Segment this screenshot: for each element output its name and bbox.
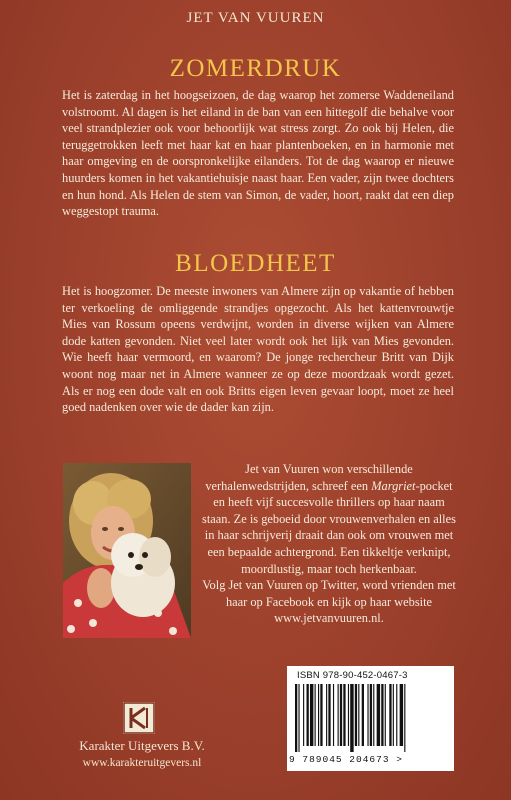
barcode-bar <box>358 684 359 746</box>
barcode-bar <box>326 684 327 746</box>
barcode-bar <box>355 684 357 746</box>
barcode-bar <box>318 684 319 746</box>
barcode-bar <box>348 684 349 746</box>
barcode-bar <box>396 684 397 746</box>
bio-paragraph <box>201 461 457 577</box>
barcode-bar <box>340 684 342 746</box>
barcode-bar <box>310 684 313 746</box>
book-title-bloedheet: BLOEDHEET <box>175 250 336 277</box>
barcode-bar <box>393 684 394 746</box>
isbn-barcode <box>287 666 454 771</box>
publisher-website: www.karakteruitgevers.nl <box>82 757 202 769</box>
barcode-bar <box>362 684 364 746</box>
barcode-bar <box>385 684 386 746</box>
bio-text-2: -pocket en heeft vijf succesvolle thrillers op haar naam staan. Ze is geboeid door vrouwenverhalen en alles in haar schrijverij draait dan ook om vrouwen met een bepaalde achtergrond. Een tikkeltje verknipt, moordlustig, maar toch herkenbaar. <box>202 478 456 576</box>
barcode-bar <box>320 684 322 746</box>
blurb-zomerdruk: Het is zaterdag in het hoogseizoen, de dag waarop het zomerse Waddeneiland volstroomt. Al dagen is het eiland in de ban van een hittegolf die behalve voor veel strandplezier ook voor behoorlijk wat stress zorgt. Zo ook bij Helen, die teruggetrokken leeft met haar kat en haar plantenboeken, en in harmonie met haar omgeving en de oorspronkelijke eilanders. Tot de dag waarop er nieuwe huurders komen in het vakantiehuisje naast haar. Een vader, zijn twee dochters en hun hond. Als Helen de stem van Simon, de vader, hoort, raakt dat een diep weggestopt trauma. <box>62 88 454 219</box>
barcode-bar <box>298 684 299 752</box>
barcode-bar <box>350 684 353 752</box>
barcode-bar <box>303 684 304 746</box>
publisher-name: Karakter Uitgevers B.V. <box>79 738 205 753</box>
barcode-bar <box>373 684 374 746</box>
barcode-bar <box>377 684 380 746</box>
barcode-digits: 9 789045 204673 > <box>289 754 403 765</box>
author-bio <box>201 461 457 627</box>
barcode-bar <box>338 684 339 746</box>
author-photo <box>63 463 191 638</box>
author-name: JET VAN VUUREN <box>186 10 325 26</box>
barcode-bars <box>293 684 448 752</box>
publisher-logo-icon <box>123 702 155 734</box>
barcode-bar <box>400 684 403 746</box>
barcode-bar <box>315 684 316 746</box>
bio-italic-margriet: Margriet <box>371 478 416 493</box>
barcode-bar <box>328 684 330 746</box>
bio-text-1: Jet van Vuuren won verschillende verhalenwedstrijden, schreef een <box>205 462 413 493</box>
barcode-bar <box>389 684 391 746</box>
barcode-bar <box>333 684 334 746</box>
isbn-label: ISBN 978-90-452-0467-3 <box>297 670 408 681</box>
blurb-bloedheet: Het is hoogzomer. De meeste inwoners van Almere zijn op vakantie of hebben ter verkoeling de omliggende strandjes opgezocht. Als het kattenvrouwtje Mies van Rossum opeens verdwijnt, worden in diverse wijken van Almere dode katten gevonden. Niet veel later wordt ook het lijk van Mies gevonden. Wie heeft haar vermoord, en waarom? De jonge rechercheur Britt van Dijk woont nog maar net in Almere wanneer ze op deze moordzaak wordt gezet. Als er nog een dode valt en ook Britts eigen leven gevaar loopt, moet ze heel goed nadenken over wie de dader kan zijn. <box>62 284 454 415</box>
barcode-bar <box>295 684 297 752</box>
book-title-zomerdruk: ZOMERDRUK <box>169 55 342 82</box>
bio-social: Volg Jet van Vuuren op Twitter, word vrienden met haar op Facebook en kijk op haar website www.jetvanvuuren.nl. <box>202 578 456 626</box>
barcode-bar <box>307 684 309 746</box>
barcode-bar <box>381 684 383 746</box>
barcode-bar <box>367 684 368 746</box>
barcode-bar <box>404 684 405 752</box>
barcode-bar <box>343 684 345 746</box>
barcode-bar <box>370 684 372 746</box>
